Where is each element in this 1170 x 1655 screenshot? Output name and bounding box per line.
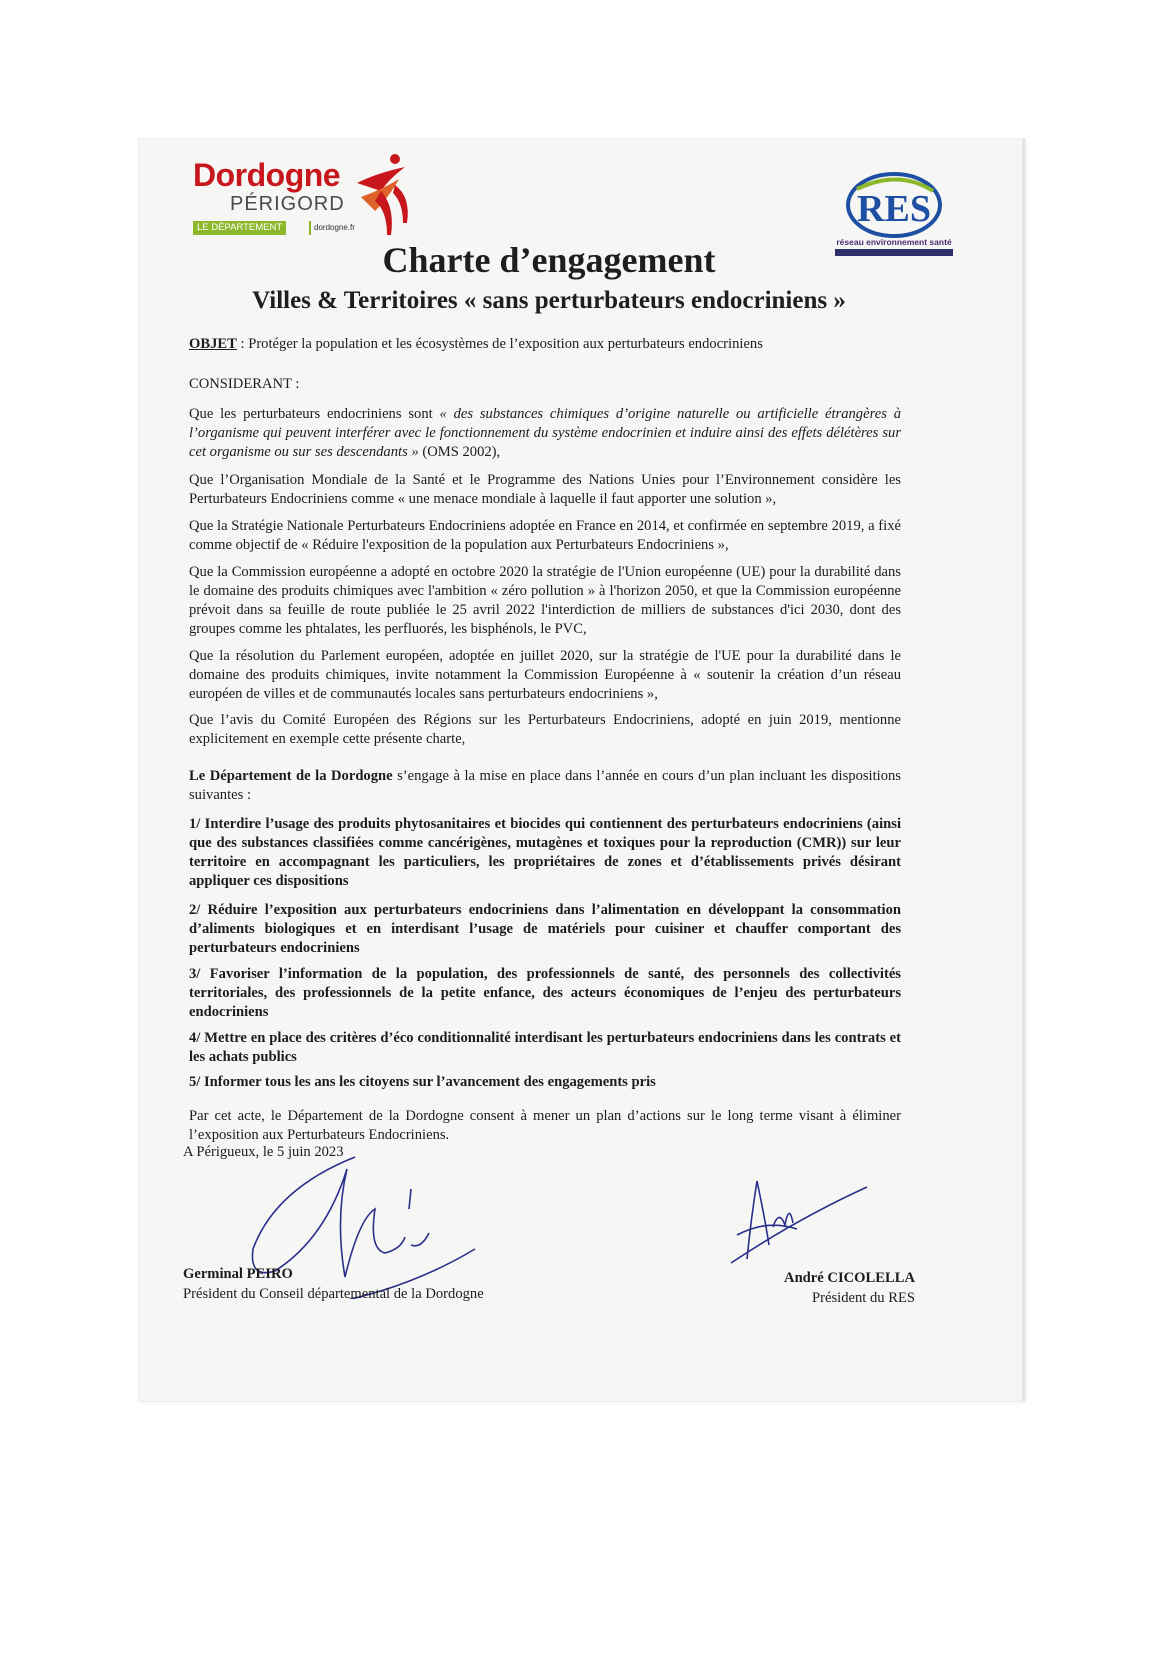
paragraph-oms-end: (OMS 2002), xyxy=(418,444,501,460)
considerant-heading: CONSIDERANT : xyxy=(189,376,300,392)
paragraph-oms-quote: « des substances chimiques d’origine naturelle ou artificielle étrangères à l’organisme qui peuvent interférer avec le fonctionnement du système endocrinien et induire ainsi des effets délétères sur cet organisme ou sur ses descendants » xyxy=(189,406,901,460)
paragraph-oms-start: Que les perturbateurs endocriniens sont xyxy=(189,406,440,422)
disposition-item: 2/ Réduire l’exposition aux perturbateurs endocriniens dans l’alimentation en développant la consommation d’aliments biologiques et en interdisant l’usage de matériels pour cuisiner et chauffer comportant des perturbateurs endocriniens xyxy=(189,902,901,956)
paragraph-snpe: Que la Stratégie Nationale Perturbateurs Endocriniens adoptée en France en 2014, et confirmée en septembre 2019, a fixé comme objectif de « Réduire l'exposition de la population aux Perturbateurs Endocriniens », xyxy=(189,518,901,553)
disposition-item: 5/ Informer tous les ans les citoyens sur l’avancement des engagements pris xyxy=(189,1074,656,1090)
objet-line xyxy=(189,335,901,354)
scanned-page xyxy=(139,139,1025,1401)
signature-right xyxy=(727,1179,877,1269)
dordogne-logo xyxy=(193,145,413,245)
engagement-text: s’engage à la mise en place dans l’année en cours d’un plan incluant les dispositions suivantes : xyxy=(189,768,901,803)
objet-label: OBJET xyxy=(189,336,237,352)
logo-word-dordogne: Dordogne xyxy=(193,157,341,193)
disposition-item: 1/ Interdire l’usage des produits phytosanitaires et biocides qui contiennent des perturbateurs endocriniens (ainsi que des substances classifiées comme cancérigènes, mutagènes et toxiques pour la reproduction (CMR)) sur leur territoire en accompagnant les particuliers, les propriétaires de zones et d’établissements privés désirant appliquer ces dispositions xyxy=(189,816,901,889)
logo-band: LE DÉPARTEMENT xyxy=(193,221,286,235)
closing-paragraph: Par cet acte, le Département de la Dordogne consent à mener un plan d’actions sur le long terme visant à éliminer l’exposition aux Perturbateurs Endocriniens. xyxy=(189,1108,901,1143)
signatory-left-role: Président du Conseil départemental de la Dordogne xyxy=(183,1286,484,1302)
engagement-subject: Le Département de la Dordogne xyxy=(189,768,393,784)
res-logo-text: RES xyxy=(857,188,931,230)
res-emblem-icon xyxy=(829,169,959,239)
objet-text: : Protéger la population et les écosystèmes de l’exposition aux perturbateurs endocriniens xyxy=(236,336,763,352)
signatory-right-name: André CICOLELLA xyxy=(784,1270,915,1286)
signatory-right-role: Président du RES xyxy=(812,1290,915,1306)
res-caption: réseau environnement santé xyxy=(836,237,952,247)
logo-url: dordogne.fr xyxy=(309,221,355,235)
disposition-item: 4/ Mettre en place des critères d’éco conditionnalité interdisant les perturbateurs endocriniens dans les contrats et les achats publics xyxy=(189,1030,901,1065)
disposition-item: 3/ Favoriser l’information de la population, des professionnels de santé, des personnels des collectivités territoriales, des professionnels de la petite enfance, des acteurs économiques de l’enjeu des perturbateurs endocriniens xyxy=(189,966,901,1020)
paragraph-comite: Que l’avis du Comité Européen des Régions sur les Perturbateurs Endocriniens, adopté en juin 2019, mentionne explicitement en exemple cette présente charte, xyxy=(189,712,901,747)
paragraph-oms xyxy=(189,405,901,462)
logo-word-perigord: PÉRIGORD xyxy=(230,193,345,215)
signatory-left-name: Germinal PEIRO xyxy=(183,1266,293,1282)
document-title: Charte d’engagement xyxy=(382,240,716,280)
document-subtitle: Villes & Territoires « sans perturbateurs endocriniens » xyxy=(252,287,846,314)
paragraph-engagement xyxy=(189,767,901,805)
place-and-date: A Périgueux, le 5 juin 2023 xyxy=(183,1144,344,1160)
dancer-icon xyxy=(355,145,415,240)
paragraph-pnue: Que l’Organisation Mondiale de la Santé et le Programme des Nations Unies pour l’Environnement considère les Perturbateurs Endocriniens comme « une menace mondiale à laquelle il faut apporter une solution », xyxy=(189,472,901,507)
paragraph-commission: Que la Commission européenne a adopté en octobre 2020 la stratégie de l'Union européenne (UE) pour la durabilité dans le domaine des produits chimiques avec l'ambition « zéro pollution » à l'horizon 2050, et que la Commission européenne prévoit dans sa feuille de route publiée le 25 avril 2022 l'interdiction de milliers de substances d'ici 2030, dont des groupes comme les phtalates, les perfluorés, les bisphénols, le PVC, xyxy=(189,564,901,637)
paragraph-parlement: Que la résolution du Parlement européen, adoptée en juillet 2020, sur la stratégie de l'UE pour la durabilité dans le domaine des produits chimiques, invite notamment la Commission Européenne à « soutenir la création d’un réseau européen de villes et de communautés locales sans perturbateurs endocriniens », xyxy=(189,648,901,702)
